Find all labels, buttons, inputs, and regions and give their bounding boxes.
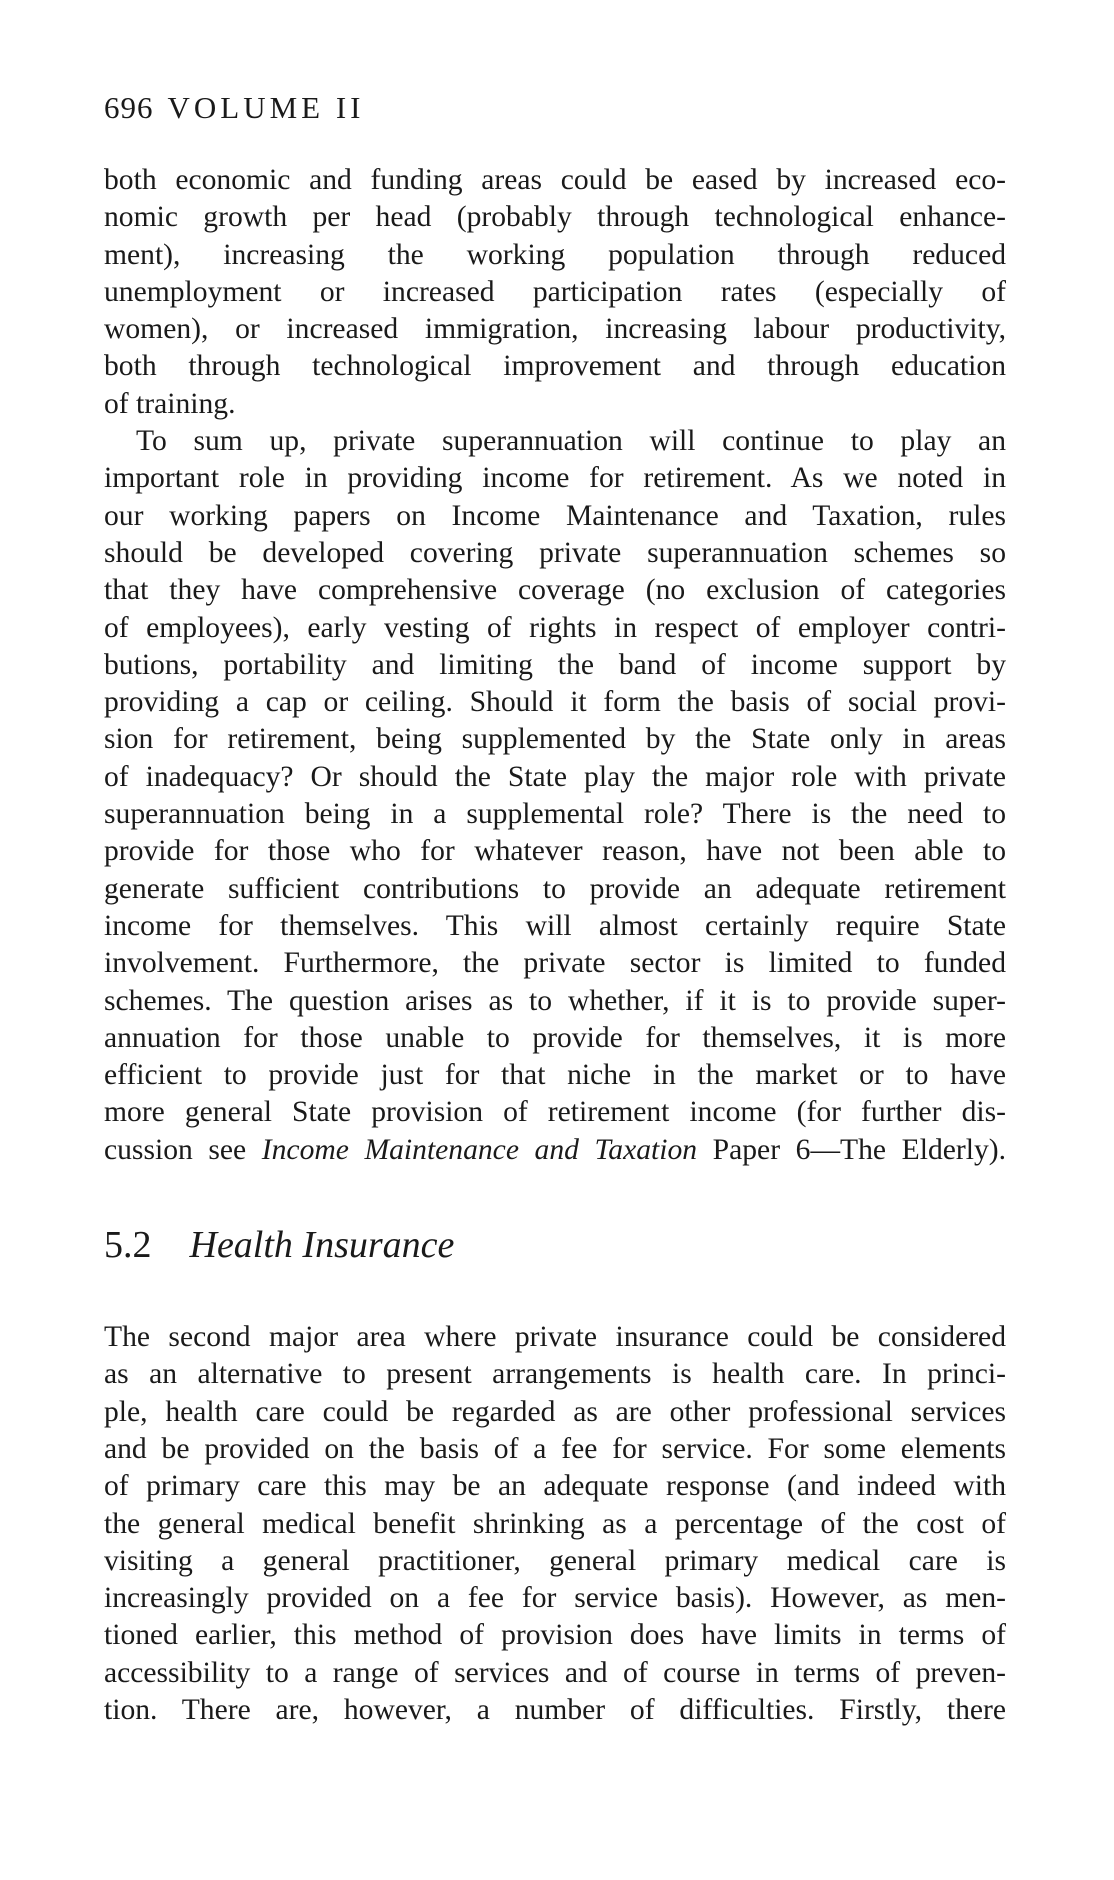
text-line: sion for retirement, being supplemented by the State only in areas xyxy=(104,723,1006,756)
text-line: of training. xyxy=(104,387,236,420)
text-line: both through technological improvement and through education xyxy=(104,350,1006,383)
section-heading xyxy=(104,1221,1006,1269)
page-number: 696 xyxy=(104,90,154,125)
text-line: accessibility to a range of services and of course in terms of preven- xyxy=(104,1656,1006,1689)
text-line: ment), increasing the working population through reduced xyxy=(104,238,1006,271)
text-line: To sum up, private superannuation will continue to play an xyxy=(136,425,1006,458)
text-line: women), or increased immigration, increasing labour productivity, xyxy=(104,313,1006,346)
text-line: income for themselves. This will almost certainly require State xyxy=(104,909,1006,942)
citation-title: Income Maintenance and Taxation xyxy=(261,1133,698,1166)
paragraph-funding-areas xyxy=(104,162,1006,423)
citation-prefix: cussion see xyxy=(104,1133,262,1166)
text-line: as an alternative to present arrangements is health care. In princi- xyxy=(104,1358,1006,1391)
text-line: our working papers on Income Maintenance and Taxation, rules xyxy=(104,499,1006,532)
text-line: of employees), early vesting of rights in respect of employer contri- xyxy=(104,611,1006,644)
citation-suffix: Paper 6—The Elderly). xyxy=(697,1133,1007,1166)
text-line: more general State provision of retirement income (for further dis- xyxy=(104,1096,1006,1129)
text-line: The second major area where private insurance could be considered xyxy=(104,1321,1006,1354)
text-line: providing a cap or ceiling. Should it form the basis of social provi- xyxy=(104,686,1006,719)
text-line: superannuation being in a supplemental role? There is the need to xyxy=(104,798,1006,831)
text-line: unemployment or increased participation rates (especially of xyxy=(104,275,1006,308)
text-line: increasingly provided on a fee for service basis). However, as men- xyxy=(104,1582,1006,1615)
text-line: and be provided on the basis of a fee for service. For some elements xyxy=(104,1432,1006,1465)
text-line: tioned earlier, this method of provision does have limits in terms of xyxy=(104,1619,1006,1652)
text-line: annuation for those unable to provide for themselves, it is more xyxy=(104,1021,1006,1054)
document-page xyxy=(104,88,1006,1729)
text-line: ple, health care could be regarded as are other professional services xyxy=(104,1395,1006,1428)
section-title: Health Insurance xyxy=(189,1224,455,1267)
text-line: visiting a general practitioner, general primary medical care is xyxy=(104,1544,1006,1577)
text-line: involvement. Furthermore, the private sector is limited to funded xyxy=(104,947,1006,980)
text-line: should be developed covering private superannuation schemes so xyxy=(104,536,1006,569)
text-line: provide for those who for whatever reason, have not been able to xyxy=(104,835,1006,868)
paragraph-sum-up xyxy=(104,423,1006,1169)
text-line: butions, portability and limiting the band of income support by xyxy=(104,648,1006,681)
text-line: of inadequacy? Or should the State play the major role with private xyxy=(104,760,1006,793)
text-line-citation xyxy=(104,1132,1006,1169)
section-number: 5.2 xyxy=(104,1224,152,1267)
text-line: the general medical benefit shrinking as a percentage of the cost of xyxy=(104,1507,1006,1540)
text-line: both economic and funding areas could be eased by increased eco- xyxy=(104,164,1006,196)
text-line: tion. There are, however, a number of difficulties. Firstly, there xyxy=(104,1693,1006,1726)
text-line: efficient to provide just for that niche in the market or to have xyxy=(104,1059,1006,1092)
text-line: generate sufficient contributions to provide an adequate retirement xyxy=(104,872,1006,905)
text-line: of primary care this may be an adequate response (and indeed with xyxy=(104,1470,1006,1503)
text-line: nomic growth per head (probably through technological enhance- xyxy=(104,201,1006,234)
text-line: schemes. The question arises as to whether, if it is to provide super- xyxy=(104,984,1006,1017)
running-header xyxy=(104,88,1006,128)
volume-label: VOLUME II xyxy=(167,90,365,125)
text-line: important role in providing income for retirement. As we noted in xyxy=(104,462,1006,495)
text-line: that they have comprehensive coverage (no exclusion of categories xyxy=(104,574,1006,607)
paragraph-health-insurance xyxy=(104,1319,1006,1729)
